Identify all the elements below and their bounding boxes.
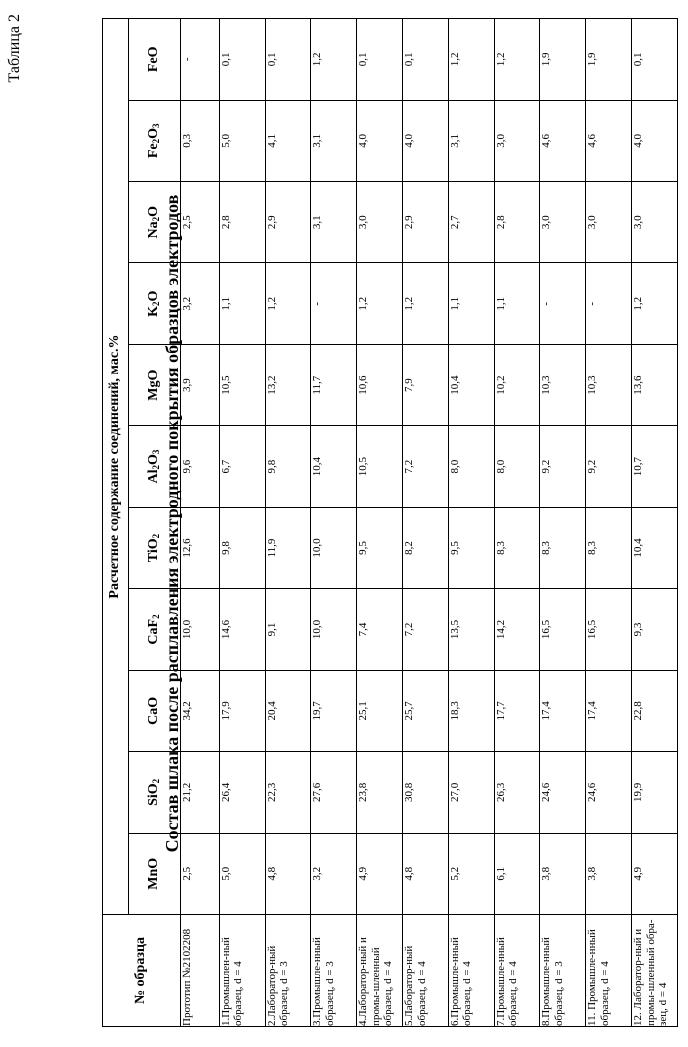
value-cell: 19,9 — [632, 752, 678, 833]
value-cell: 21,2 — [181, 752, 220, 833]
value-cell: - — [311, 263, 357, 344]
table-row — [494, 19, 540, 1027]
value-cell: 27,0 — [448, 752, 494, 833]
table-row — [632, 19, 678, 1027]
value-cell: 1,1 — [494, 263, 540, 344]
value-cell: 2,5 — [181, 182, 220, 263]
value-cell: 8,0 — [448, 426, 494, 507]
value-cell: 1,2 — [494, 19, 540, 101]
rotated-page — [0, 0, 688, 1047]
sample-column-header: № образца — [103, 915, 181, 1027]
value-cell: 10,0 — [311, 589, 357, 670]
value-cell: 24,6 — [540, 752, 586, 833]
value-cell: 17,4 — [540, 670, 586, 751]
value-cell: 22,8 — [632, 670, 678, 751]
value-cell: 14,2 — [494, 589, 540, 670]
value-cell: 22,3 — [265, 752, 311, 833]
value-cell: 5,0 — [219, 833, 265, 914]
value-cell: 34,2 — [181, 670, 220, 751]
value-cell: 2,8 — [219, 182, 265, 263]
value-cell: 23,8 — [357, 752, 403, 833]
value-cell: 7,9 — [403, 344, 449, 425]
value-cell: 7,2 — [403, 589, 449, 670]
compound-header: Al2O3 — [129, 426, 181, 507]
value-cell: - — [181, 19, 220, 101]
value-cell: 8,3 — [494, 507, 540, 588]
value-cell: 25,7 — [403, 670, 449, 751]
value-cell: 16,5 — [540, 589, 586, 670]
compound-header: Fe2O3 — [129, 100, 181, 181]
value-cell: 19,7 — [311, 670, 357, 751]
value-cell: 6,7 — [219, 426, 265, 507]
value-cell: 20,4 — [265, 670, 311, 751]
value-cell: 3,2 — [311, 833, 357, 914]
value-cell: 26,3 — [494, 752, 540, 833]
value-cell: 3,2 — [181, 263, 220, 344]
value-cell: 3,1 — [311, 182, 357, 263]
compound-header: CaO — [129, 670, 181, 751]
value-cell: 27,6 — [311, 752, 357, 833]
value-cell: 1,9 — [540, 19, 586, 101]
value-cell: 9,8 — [265, 426, 311, 507]
value-cell: 3,8 — [586, 833, 632, 914]
table-label: Таблица 2 — [6, 14, 24, 82]
value-cell: 17,7 — [494, 670, 540, 751]
table-row — [181, 19, 220, 1027]
sample-name-cell: 5.Лаборатор-ный образец, d = 4 — [403, 915, 449, 1027]
value-cell: - — [586, 263, 632, 344]
table-row — [540, 19, 586, 1027]
value-cell: 17,4 — [586, 670, 632, 751]
sample-name-cell: 7.Промышле-нный образец, d = 4 — [494, 915, 540, 1027]
value-cell: 4,6 — [540, 100, 586, 181]
composition-group-header: Расчетное содержание соединений, мас.% — [103, 19, 129, 915]
compound-header: K2O — [129, 263, 181, 344]
value-cell: 11,7 — [311, 344, 357, 425]
value-cell: 10,3 — [586, 344, 632, 425]
value-cell: 8,3 — [540, 507, 586, 588]
value-cell: 4,0 — [403, 100, 449, 181]
table-row — [403, 19, 449, 1027]
compound-header: CaF2 — [129, 589, 181, 670]
value-cell: 13,5 — [448, 589, 494, 670]
value-cell: 4,0 — [357, 100, 403, 181]
value-cell: 17,9 — [219, 670, 265, 751]
value-cell: 5,0 — [219, 100, 265, 181]
sample-name-cell: 1.Промышлен-ный образец, d = 4 — [219, 915, 265, 1027]
value-cell: 9,5 — [448, 507, 494, 588]
value-cell: 0,1 — [219, 19, 265, 101]
value-cell: 4,6 — [586, 100, 632, 181]
value-cell: 3,0 — [540, 182, 586, 263]
value-cell: 12,6 — [181, 507, 220, 588]
value-cell: 0,1 — [403, 19, 449, 101]
value-cell: 4,9 — [632, 833, 678, 914]
table-row — [265, 19, 311, 1027]
value-cell: 1,2 — [357, 263, 403, 344]
value-cell: 9,5 — [357, 507, 403, 588]
value-cell: 10,2 — [494, 344, 540, 425]
value-cell: 0,1 — [357, 19, 403, 101]
value-cell: 10,0 — [311, 507, 357, 588]
value-cell: 18,3 — [448, 670, 494, 751]
value-cell: 3,0 — [357, 182, 403, 263]
sample-name-cell: 11. Промышле-нный образец, d = 4 — [586, 915, 632, 1027]
value-cell: 10,4 — [632, 507, 678, 588]
sample-name-cell: 6.Промышле-нный образец, d = 4 — [448, 915, 494, 1027]
value-cell: 9,6 — [181, 426, 220, 507]
value-cell: 10,7 — [632, 426, 678, 507]
value-cell: 7,2 — [403, 426, 449, 507]
value-cell: 9,2 — [586, 426, 632, 507]
value-cell: 14,6 — [219, 589, 265, 670]
table-row — [448, 19, 494, 1027]
value-cell: 5,2 — [448, 833, 494, 914]
value-cell: 4,8 — [403, 833, 449, 914]
value-cell: 4,0 — [632, 100, 678, 181]
value-cell: 3,9 — [181, 344, 220, 425]
value-cell: 13,6 — [632, 344, 678, 425]
value-cell: 4,8 — [265, 833, 311, 914]
value-cell: 2,8 — [494, 182, 540, 263]
value-cell: 1,2 — [448, 19, 494, 101]
sample-name-cell: Прототип №2102208 — [181, 915, 220, 1027]
compound-header: Na2O — [129, 182, 181, 263]
sample-name-cell: 2.Лаборатор-ный образец, d = 3 — [265, 915, 311, 1027]
value-cell: 1,9 — [586, 19, 632, 101]
composition-table — [102, 18, 678, 1027]
value-cell: 8,3 — [586, 507, 632, 588]
value-cell: 2,7 — [448, 182, 494, 263]
sample-name-cell: 4.Лаборатор-ный и промы-шленный образец, d = 4 — [357, 915, 403, 1027]
value-cell: 1,2 — [403, 263, 449, 344]
sample-name-cell: 8.Промышле-нный образец, d = 3 — [540, 915, 586, 1027]
value-cell: 2,9 — [403, 182, 449, 263]
value-cell: 10,5 — [357, 426, 403, 507]
value-cell: 30,8 — [403, 752, 449, 833]
value-cell: - — [540, 263, 586, 344]
compound-header: TiO2 — [129, 507, 181, 588]
value-cell: 3,1 — [448, 100, 494, 181]
value-cell: 26,4 — [219, 752, 265, 833]
value-cell: 1,2 — [311, 19, 357, 101]
value-cell: 3,0 — [586, 182, 632, 263]
value-cell: 1,2 — [632, 263, 678, 344]
table-title: Состав шлака после расплавления электродного покрытия образцов электродов — [162, 0, 183, 1047]
value-cell: 13,2 — [265, 344, 311, 425]
value-cell: 0,1 — [632, 19, 678, 101]
value-cell: 24,6 — [586, 752, 632, 833]
sample-name-cell: 12. Лаборатор-ный и промы-шленный обра-зец, d = 4 — [632, 915, 678, 1027]
value-cell: 10,4 — [311, 426, 357, 507]
value-cell: 3,0 — [632, 182, 678, 263]
compound-header: FeO — [129, 19, 181, 101]
value-cell: 9,3 — [632, 589, 678, 670]
value-cell: 9,8 — [219, 507, 265, 588]
value-cell: 25,1 — [357, 670, 403, 751]
value-cell: 0,3 — [181, 100, 220, 181]
table-row — [219, 19, 265, 1027]
value-cell: 3,1 — [311, 100, 357, 181]
sample-name-cell: 3.Промышле-нный образец, d = 3 — [311, 915, 357, 1027]
value-cell: 2,5 — [181, 833, 220, 914]
value-cell: 1,1 — [448, 263, 494, 344]
value-cell: 16,5 — [586, 589, 632, 670]
value-cell: 8,0 — [494, 426, 540, 507]
value-cell: 4,9 — [357, 833, 403, 914]
value-cell: 2,9 — [265, 182, 311, 263]
table-row — [311, 19, 357, 1027]
value-cell: 1,1 — [219, 263, 265, 344]
table-row — [586, 19, 632, 1027]
value-cell: 10,3 — [540, 344, 586, 425]
compound-header: MgO — [129, 344, 181, 425]
table-row — [357, 19, 403, 1027]
value-cell: 0,1 — [265, 19, 311, 101]
value-cell: 10,0 — [181, 589, 220, 670]
value-cell: 8,2 — [403, 507, 449, 588]
value-cell: 1,2 — [265, 263, 311, 344]
value-cell: 9,2 — [540, 426, 586, 507]
value-cell: 6,1 — [494, 833, 540, 914]
value-cell: 3,0 — [494, 100, 540, 181]
value-cell: 10,5 — [219, 344, 265, 425]
compound-header: MnO — [129, 833, 181, 914]
value-cell: 11,9 — [265, 507, 311, 588]
value-cell: 9,1 — [265, 589, 311, 670]
compound-header: SiO2 — [129, 752, 181, 833]
value-cell: 10,6 — [357, 344, 403, 425]
value-cell: 3,8 — [540, 833, 586, 914]
value-cell: 10,4 — [448, 344, 494, 425]
value-cell: 7,4 — [357, 589, 403, 670]
value-cell: 4,1 — [265, 100, 311, 181]
